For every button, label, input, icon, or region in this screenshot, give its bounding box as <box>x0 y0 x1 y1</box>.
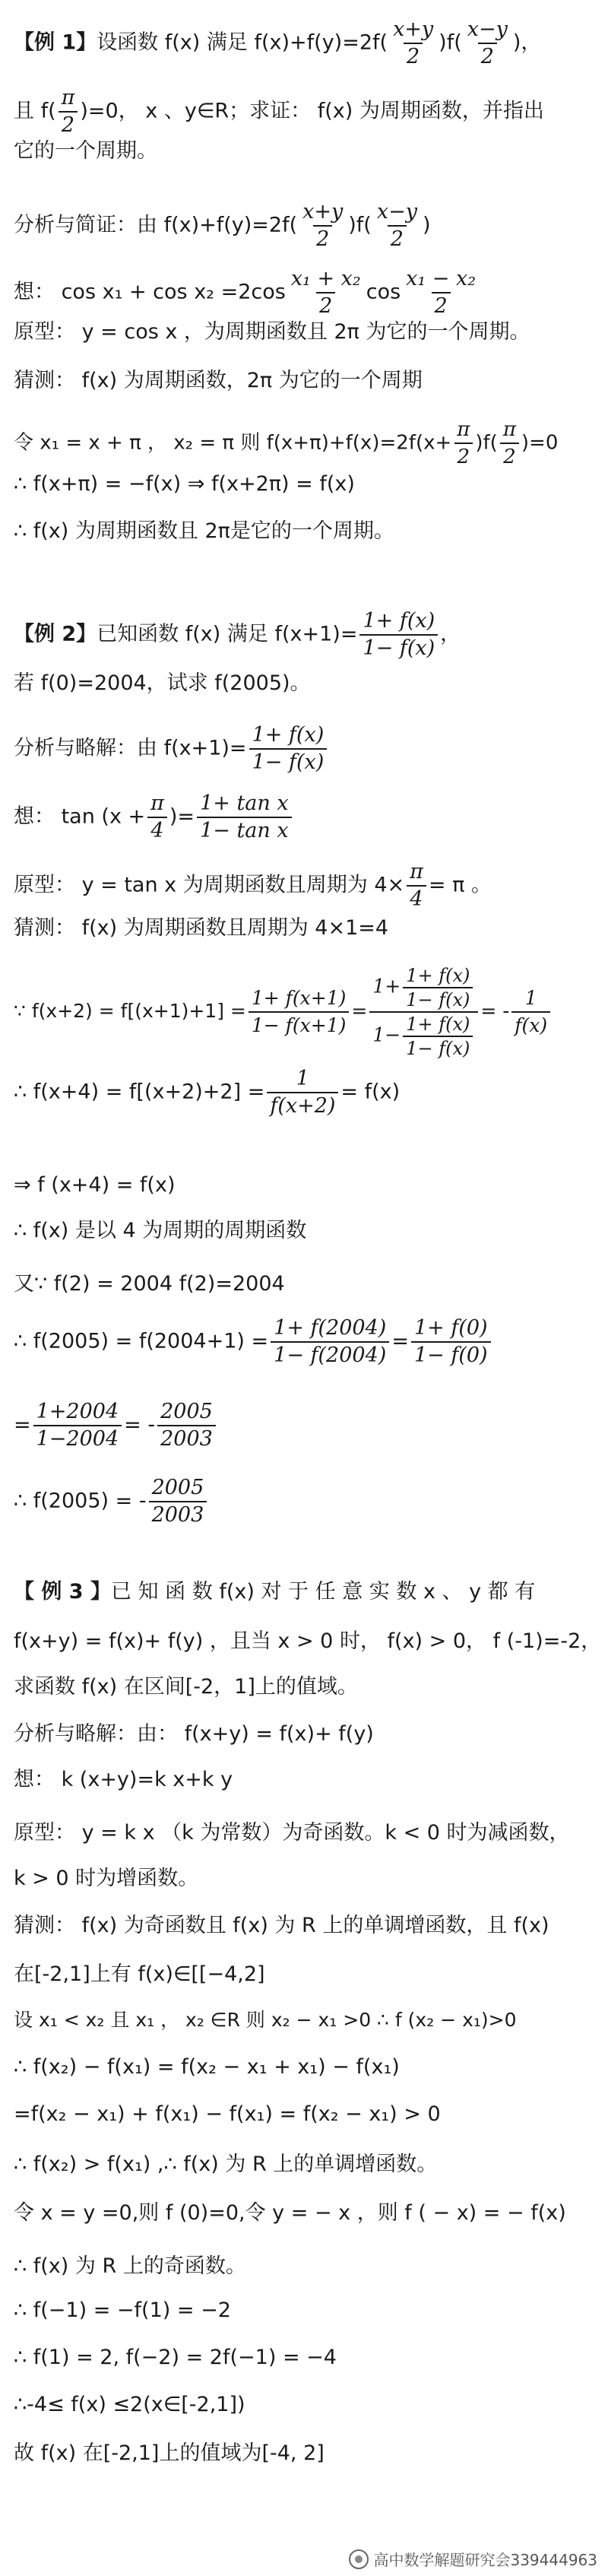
ex1-line-6: 原型： y = cos x ，为周期函数且 2π 为它的一个周期。 <box>14 320 530 344</box>
ex1-line-1: 【例 1】设函数 f(x) 满足 f(x)+f(y)=2f( $\frac{x+y}{2}$ )f( $\frac{x-y}{2}$ )， <box>14 17 542 68</box>
ex2-line-9: ⇒ f (x+4) = f(x) <box>14 1173 176 1197</box>
ex2-line-10: ∴ f(x) 是以 4 为周期的周期函数 <box>14 1219 307 1242</box>
ex2-line-8: ∴ f(x+4) = f[(x+2)+2] = $\frac{1}{f(x+2)}$ = f(x) <box>14 1067 401 1118</box>
ex3-line-11: ∴ f(x₂) − f(x₁) = f(x₂ − x₁ + x₁) − f(x₁) <box>14 2055 400 2079</box>
ex2-line-1: 【例 2】已知函数 f(x) 满足 f(x+1)= $\frac{1+ f(x)}{1- f(x)}$ ， <box>14 609 461 660</box>
ex3-line-18: ∴-4≤ f(x) ≤2(x∈[-2,1]) <box>14 2393 245 2416</box>
ex3-line-13: ∴ f(x₂) > f(x₁) ,∴ f(x) 为 R 上的单调增函数。 <box>14 2152 438 2176</box>
ex2-line-12: ∴ f(2005) = f(2004+1) = $\frac{1+ f(2004)}{1- f(2004)}$ = $\frac{1+ f(0)}{1- f(0)}$ <box>14 1315 594 1369</box>
ex2-line-5: 原型： y = tan x 为周期函数且周期为 4× $\frac{\pi}{4}$ = π 。 <box>14 860 492 911</box>
ex3-line-8: 猜测： f(x) 为奇函数且 f(x) 为 R 上的单调增函数，且 f(x) <box>14 1914 549 1937</box>
ex3-line-1: 【 例 3 】已 知 函 数 f(x) 对 于 任 意 实 数 x 、 y 都 有 <box>14 1580 536 1604</box>
ex3-line-10: 设 x₁ < x₂ 且 x₁ ， x₂ ∈R 则 x₂ − x₁ >0 ∴ f (x₂ − x₁)>0 <box>14 2009 517 2031</box>
ex3-line-16: ∴ f(−1) = −f(1) = −2 <box>14 2298 231 2322</box>
ex3-line-17: ∴ f(1) = 2, f(−2) = 2f(−1) = −4 <box>14 2346 337 2369</box>
watermark <box>349 2548 597 2570</box>
ex1-line-5: 想： cos x₁ + cos x₂ =2cos $\frac{\text{x₁ + x₂}}{2}$ cos $\frac{\text{x₁ − x₂}}{2}$ <box>14 267 477 318</box>
ex3-line-14: 令 x = y =0,则 f (0)=0,令 y = − x ，则 f ( − x) = − f(x) <box>14 2201 566 2225</box>
ex1-line-2: 且 f( $\frac{\pi}{2}$ )=0， x 、y∈R；求证： f(x) 为周期函数，并指出 <box>14 86 544 137</box>
ex1-line-8: 令 x₁ = x + π ， x₂ = π 则 f(x+π)+f(x)=2f(x+ $\frac{\pi}{2}$ )f( $\frac{\pi}{2}$ )=0 <box>14 418 559 468</box>
ex3-line-9: 在[-2,1]上有 f(x)∈[[−4,2] <box>14 1962 265 1986</box>
ex1-line-10: ∴ f(x) 为周期函数且 2π是它的一个周期。 <box>14 519 394 543</box>
ex1-line-3: 它的一个周期。 <box>14 139 157 163</box>
ex1-line-4: 分析与简证：由 f(x)+f(y)=2f( $\frac{x+y}{2}$ )f( $\frac{x-y}{2}$ ) <box>14 200 431 251</box>
ex2-line-14: ∴ f(2005) = - $\frac{2005}{2003}$ <box>14 1475 594 1528</box>
ex2-line-4: 想： tan (x + $\frac{\pi}{4}$ )= $\frac{\text{1+ tan x}}{\text{1− tan x}}$ <box>14 791 594 844</box>
ex3-line-2: f(x+y) = f(x)+ f(y) ，且当 x > 0 时， f(x) > 0， f (-1)=-2， <box>14 1629 602 1653</box>
ex3-heading: 【 例 3 】 <box>14 1580 111 1604</box>
ex1-line-9: ∴ f(x+π) = −f(x) ⇒ f(x+2π) = f(x) <box>14 472 355 496</box>
ex2-heading: 【例 2】 <box>14 622 97 646</box>
wechat-logo-icon <box>349 2549 369 2569</box>
ex2-line-6: 猜测： f(x) 为周期函数且周期为 4×1=4 <box>14 916 389 940</box>
ex3-line-4: 分析与略解：由： f(x+y) = f(x)+ f(y) <box>14 1722 374 1746</box>
ex2-line-2: 若 f(0)=2004，试求 f(2005)。 <box>14 671 311 695</box>
ex3-line-12: =f(x₂ − x₁) + f(x₁) − f(x₁) = f(x₂ − x₁) > 0 <box>14 2102 441 2126</box>
ex2-line-3: 分析与略解：由 f(x+1)= $\frac{1+ f(x)}{1- f(x)}$ <box>14 722 594 776</box>
ex2-line-7: ∵ f(x+2) = f[(x+1)+1] = $\frac{1+ f(x+1)}{1- f(x+1)}$ = 1+ $\frac{1+ f(x)}{1- f(x)}$ 1− $\frac{1+ f(x)}{1- f(x)}$ = - $\frac{1}{f(x)}$ <box>14 964 594 1060</box>
ex3-line-5: 想： k (x+y)=k x+k y <box>14 1768 233 1791</box>
ex2-line-13: = $\frac{1+2004}{1-2004}$ = - $\frac{2005}{2003}$ <box>14 1399 594 1452</box>
ex3-line-7: k > 0 时为增函数。 <box>14 1867 199 1890</box>
watermark-text: 高中数学解题研究会339444963 <box>373 2551 597 2569</box>
ex3-line-15: ∴ f(x) 为 R 上的奇函数。 <box>14 2254 246 2278</box>
ex2-line-11: 又∵ f(2) = 2004 f(2)=2004 <box>14 1272 285 1296</box>
ex3-line-6: 原型： y = k x （k 为常数）为奇函数。k < 0 时为减函数， <box>14 1821 570 1845</box>
ex3-line-19: 故 f(x) 在[-2,1]上的值域为[-4, 2] <box>14 2441 325 2465</box>
ex3-line-3: 求函数 f(x) 在区间[-2，1]上的值域。 <box>14 1675 358 1699</box>
ex1-heading: 【例 1】 <box>14 30 97 55</box>
ex1-line-7: 猜测： f(x) 为周期函数，2π 为它的一个周期 <box>14 369 423 392</box>
